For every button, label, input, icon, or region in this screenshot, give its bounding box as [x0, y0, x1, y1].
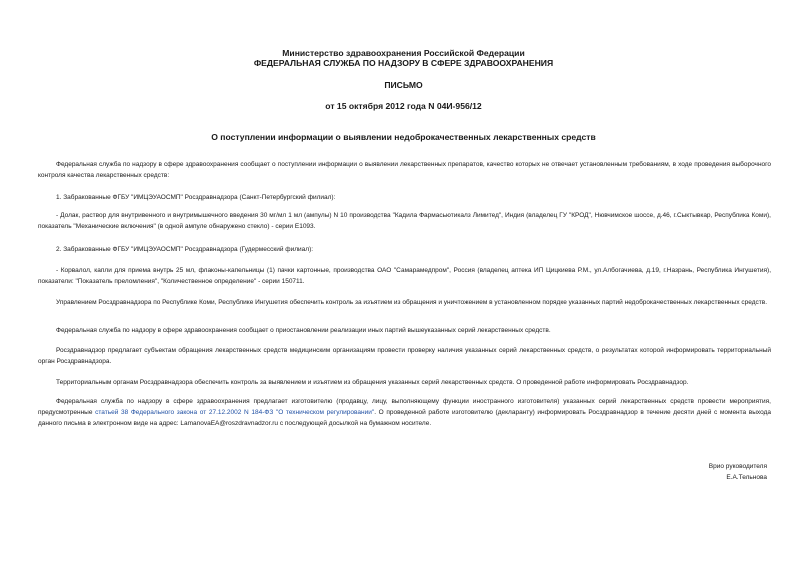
paragraph-check: Росздравнадзор предлагает субъектам обращения лекарственных средств медицинским организациям провести проверку наличия указанных серий лекарственных средств, о результатах которой информировать территориальный орган Росздравнадзора.: [38, 347, 771, 365]
service-heading: ФЕДЕРАЛЬНАЯ СЛУЖБА ПО НАДЗОРУ В СФЕРЕ ЗДРАВООХРАНЕНИЯ: [253, 58, 554, 68]
law-article-link[interactable]: статьей 38 Федерального закона от 27.12.2002 N 184-ФЗ "О техническом регулировании": [95, 409, 375, 416]
paragraph-manufacturer-text-start: Федеральная служба по надзору в сфере здравоохранения предлагает изготовителю (продавцу, лицу, выполняющему функции иностранного изготовителя) указанных серий лекарственных средств провести мероприятия, предусмотренные: [38, 398, 771, 416]
paragraph-suspension: Федеральная служба по надзору в сфере здравоохранения сообщает о приостановлении реализации иных партий вышеуказанных серий лекарственных средств.: [56, 327, 551, 334]
paragraph-control: Управлением Росздравнадзора по Республике Коми, Республике Ингушетия обеспечить контроль за изъятием из обращения и уничтожением в установленном порядке указанных партий недоброкачественных лекарственных средств.: [56, 299, 767, 306]
signature-role: Врио руководителя: [708, 463, 767, 470]
paragraph-territorial: Территориальным органам Росздравнадзора обеспечить контроль за выявлением и изъятием из обращения указанных серий лекарственных средств. О проведенной работе информировать Росздравнадзор.: [56, 379, 689, 386]
document-subject: О поступлении информации о выявлении недоброкачественных лекарственных средств: [211, 132, 596, 142]
paragraph-intro: Федеральная служба по надзору в сфере здравоохранения сообщает о поступлении информации о выявлении лекарственных препаратов, качество которых не отвечает установленным требованиям, в ходе проведения выборочного контроля качества лекарственных средств:: [38, 161, 771, 179]
ministry-heading: Министерство здравоохранения Российской Федерации: [282, 48, 525, 58]
paragraph-manufacturer-text-end: . О проведенной работе изготовителю (декларанту) информировать Росздравнадзор в течение десяти дней с момента выхода данного письма в электронном виде на адрес: LamanovaEA@roszdravnadzor.ru с последующей досылкой на бумажном носителе.: [38, 409, 771, 427]
paragraph-rejected-2: 2. Забракованные ФГБУ "ИМЦЭУАОСМП" Росздравнадзора (Гудермесский филиал):: [56, 246, 314, 253]
paragraph-rejected-1: 1. Забракованные ФГБУ "ИМЦЭУАОСМП" Росздравнадзора (Санкт-Петербургский филиал):: [56, 194, 336, 201]
signature-name: Е.А.Тельнова: [726, 474, 767, 481]
paragraph-dolak: - Долак, раствор для внутривенного и внутримышечного введения 30 мг/мл 1 мл (ампулы) N 10 производства "Кадила Фармасьютикалз Лимитед", Индия (владелец ГУ "КРОД", Нювчимское шоссе, д.46, г.Сыктывкар, Республика Коми), показатель "Механические включения" (в одной ампуле обнаружено стекло) - серии Е1093.: [38, 212, 771, 230]
document-date-number: от 15 октября 2012 года N 04И-956/12: [325, 101, 482, 111]
paragraph-corvalol: - Корвалол, капли для приема внутрь 25 мл, флаконы-капельницы (1) пачки картонные, производства ОАО "Самарамедпром", Россия (владелец аптека ИП Цицкиева Р.М., ул.Албогачиева, д.19, г.Назрань, Республика Ингушетия), показатели: "Показатель преломления", "Количественное определение" - серии 150711.: [38, 267, 771, 285]
paragraph-manufacturer: [38, 396, 771, 429]
document-type: ПИСЬМО: [384, 80, 423, 90]
